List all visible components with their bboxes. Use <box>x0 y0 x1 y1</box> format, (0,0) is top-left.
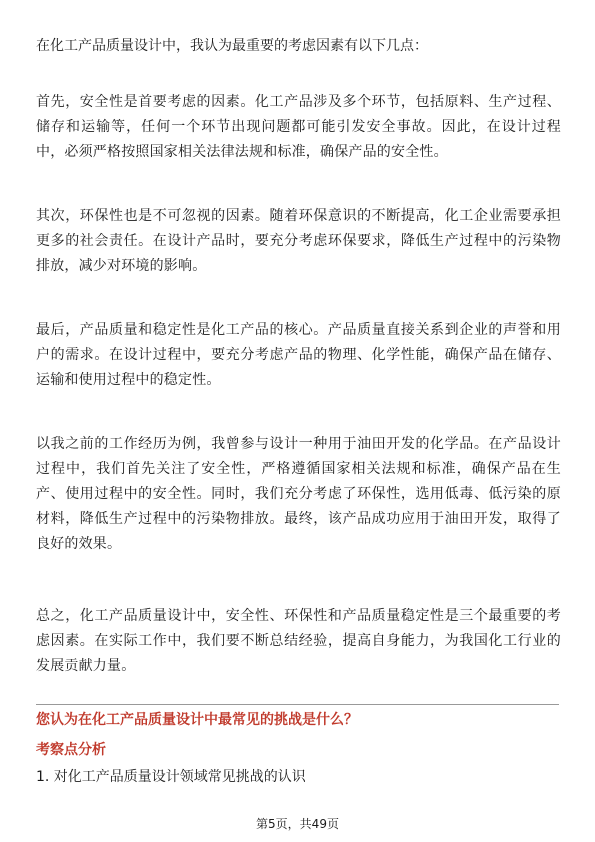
section-divider <box>36 704 559 705</box>
paragraph-experience: 以我之前的工作经历为例，我曾参与设计一种用于油田开发的化学品。在产品设计过程中，我们首先关注了安全性，严格遵循国家相关法规和标准，确保产品在生产、使用过程中的安全性。同时，我们充分考虑了环保性，选用低毒、低污染的原材料，降低生产过程中的污染物排放。最终，该产品成功应用于油田开发，取得了良好的效果。 <box>36 436 561 552</box>
analysis-item: 1. 对化工产品质量设计领域常见挑战的认识 <box>36 769 306 785</box>
paragraph-environment: 其次，环保性也是不可忽视的因素。随着环保意识的不断提高，化工企业需要承担更多的社会责任。在设计产品时，要充分考虑环保要求，降低生产过程中的污染物排放，减少对环境的影响。 <box>36 208 561 274</box>
paragraph-safety: 首先，安全性是首要考虑的因素。化工产品涉及多个环节，包括原料、生产过程、储存和运输等，任何一个环节出现问题都可能引发安全事故。因此，在设计过程中，必须严格按照国家相关法律法规和标准，确保产品的安全性。 <box>36 94 561 160</box>
question-heading: 您认为在化工产品质量设计中最常见的挑战是什么？ <box>36 712 358 728</box>
analysis-heading: 考察点分析 <box>36 742 106 758</box>
intro-sentence: 在化工产品质量设计中，我认为最重要的考虑因素有以下几点： <box>36 38 428 54</box>
page-number: 第5页，共49页 <box>256 817 339 831</box>
paragraph-quality: 最后，产品质量和稳定性是化工产品的核心。产品质量直接关系到企业的声誉和用户的需求。在设计过程中，要充分考虑产品的物理、化学性能，确保产品在储存、运输和使用过程中的稳定性。 <box>36 322 561 388</box>
paragraph-conclusion: 总之，化工产品质量设计中，安全性、环保性和产品质量稳定性是三个最重要的考虑因素。在实际工作中，我们要不断总结经验，提高自身能力，为我国化工行业的发展贡献力量。 <box>36 608 561 674</box>
